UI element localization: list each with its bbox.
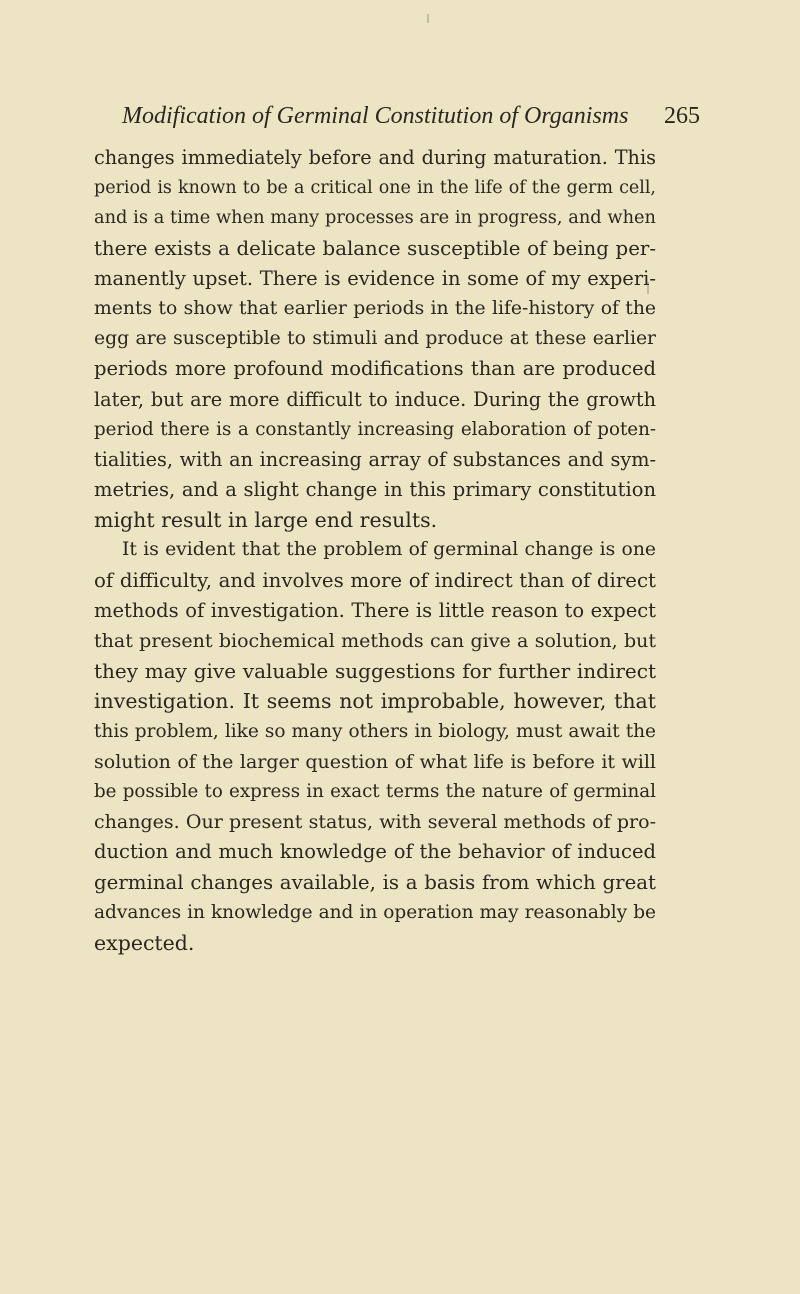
text-line: period is known to be a critical one in the life of the germ cell, [94, 178, 656, 199]
text-line: periods more profound modifications than are produced [94, 357, 656, 381]
text-line: ments to show that earlier periods in the life-history of the [94, 297, 656, 319]
paragraph-end-line: expected. [94, 930, 195, 955]
text-line: and is a time when many processes are in progress, and when [94, 208, 656, 229]
text-line: there exists a delicate balance susceptible of being per- [94, 236, 656, 260]
text-line: they may give valuable suggestions for further indirect [94, 659, 656, 684]
text-line: egg are susceptible to stimuli and produce at these earlier [94, 328, 656, 350]
text-line: methods of investigation. There is little reason to expect [94, 598, 656, 622]
text-line: changes. Our present status, with several methods of pro- [94, 811, 656, 834]
page-number: 265 [664, 103, 700, 129]
running-title: Modification of Germinal Constitution of Organisms [122, 103, 629, 129]
running-head [122, 100, 700, 132]
text-line: duction and much knowledge of the behavior of induced [94, 840, 656, 864]
text-line: changes immediately before and during maturation. This [94, 146, 656, 169]
text-line: investigation. It seems not improbable, however, that [94, 689, 656, 714]
text-line: metries, and a slight change in this primary constitution [94, 478, 656, 502]
text-line: later, but are more difficult to induce. During the growth [94, 387, 656, 411]
paragraph-end-line: might result in large end results. [94, 508, 438, 533]
text-line: solution of the larger question of what life is before it will [94, 750, 656, 773]
text-line: manently upset. There is evidence in some of my experi- [94, 266, 656, 290]
text-line: of difficulty, and involves more of indirect than of direct [94, 568, 656, 592]
paragraph-start-line: It is evident that the problem of germinal change is one [122, 539, 656, 561]
text-line: tialities, with an increasing array of substances and sym- [94, 447, 656, 471]
body-text [94, 143, 656, 958]
text-line: this problem, like so many others in biology, must await the [94, 720, 656, 742]
text-line: germinal changes available, is a basis from which great [94, 870, 656, 894]
text-line: advances in knowledge and in operation may reasonably be [94, 901, 656, 923]
text-line: be possible to express in exact terms the nature of germinal [94, 780, 656, 802]
paper-speck [427, 14, 429, 23]
text-line: that present biochemical methods can give a solution, but [94, 630, 656, 652]
text-line: period there is a constantly increasing elaboration of poten- [94, 418, 656, 440]
